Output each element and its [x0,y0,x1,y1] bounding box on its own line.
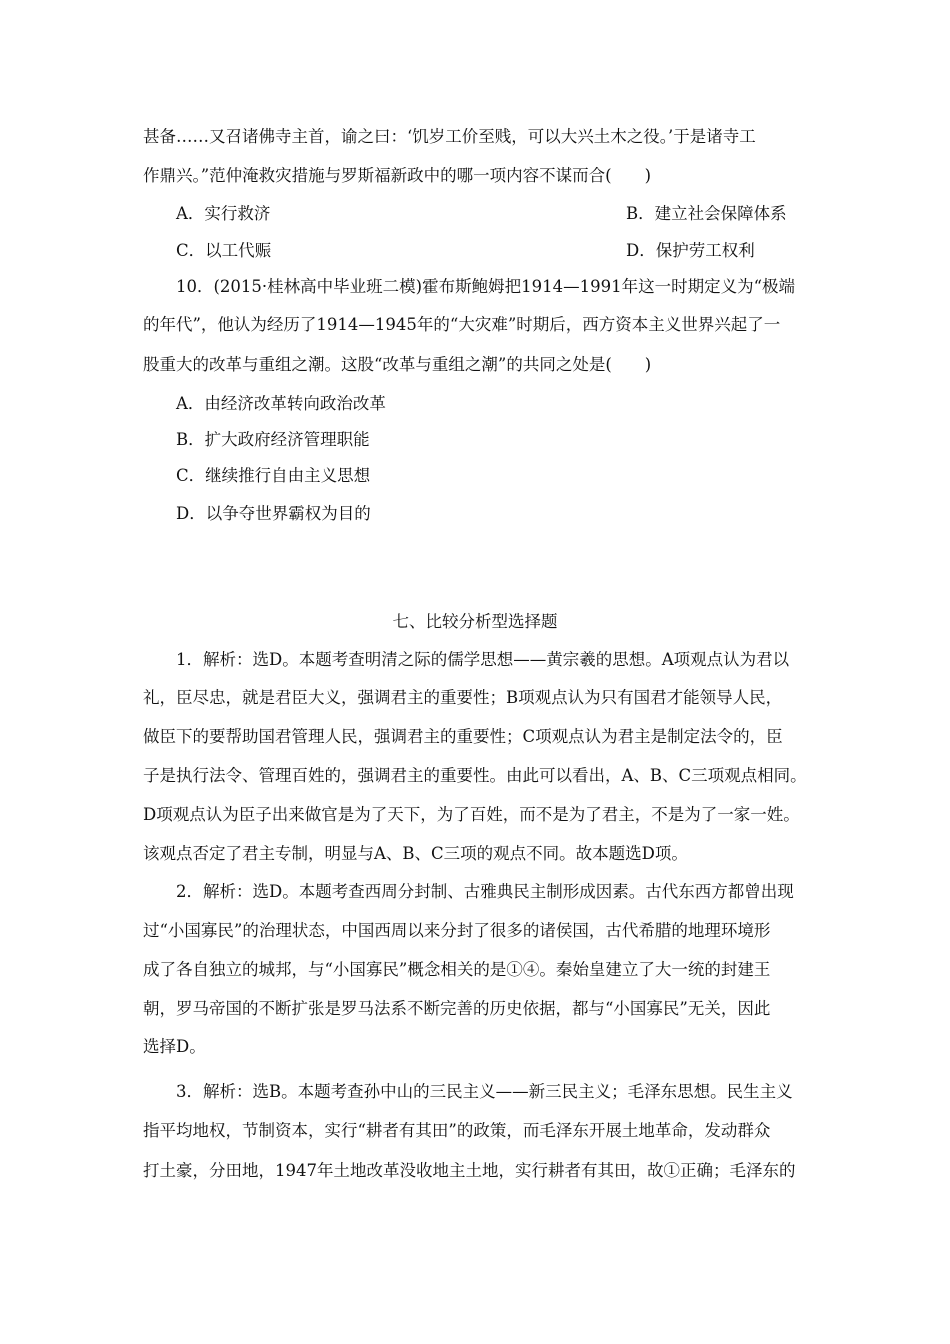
q10-text-line-1: 10．(2015·桂林高中毕业班二模)霍布斯鲍姆把1914—1991年这一时期定义为“极端 [176,277,796,296]
q9-option-row-2 [176,240,755,262]
q10-text-line-3: 股重大的改革与重组之潮。这股“改革与重组之潮”的共同之处是( ) [143,355,652,374]
answer-1-line-6: 该观点否定了君主专制，明显与A、B、C三项的观点不同。故本题选D项。 [143,844,688,863]
answer-1-line-1: 1．解析：选D。本题考查明清之际的儒学思想——黄宗羲的思想。A项观点认为君以 [176,650,790,669]
answer-3-line-3: 打土豪，分田地，1947年土地改革没收地主土地，实行耕者有其田，故①正确；毛泽东的 [143,1161,796,1180]
answer-1-line-3: 做臣下的要帮助国君管理人民，强调君主的重要性；C项观点认为君主是制定法令的，臣 [143,727,783,746]
answer-2-line-5: 选择D。 [143,1037,206,1056]
answer-2-line-4: 朝，罗马帝国的不断扩张是罗马法系不断完善的历史依据，都与“小国寡民”无关，因此 [143,999,771,1018]
q10-option-b: B．扩大政府经济管理职能 [176,430,370,449]
section-title: 七、比较分析型选择题 [392,612,558,631]
answer-2-line-3: 成了各自独立的城邦，与“小国寡民”概念相关的是①④。秦始皇建立了大一统的封建王 [143,960,771,979]
answer-1-line-5: D项观点认为臣子出来做官是为了天下，为了百姓，而不是为了君主，不是为了一家一姓。 [143,805,800,824]
answer-1-line-4: 子是执行法令、管理百姓的，强调君主的重要性。由此可以看出，A、B、C三项观点相同。 [143,766,807,785]
q9-option-b: B．建立社会保障体系 [626,204,787,223]
answer-1-line-2: 礼，臣尽忠，就是君臣大义，强调君主的重要性；B项观点认为只有国君才能领导人民， [143,688,783,707]
answer-3-line-1: 3．解析：选B。本题考查孙中山的三民主义——新三民主义；毛泽东思想。民生主义 [176,1082,793,1101]
answer-2-line-1: 2．解析：选D。本题考查西周分封制、古雅典民主制形成因素。古代东西方都曾出现 [176,882,794,901]
q9-text-line-2: 作鼎兴。”范仲淹救灾措施与罗斯福新政中的哪一项内容不谋而合( ) [143,166,652,185]
q9-option-c: C．以工代赈 [176,241,272,260]
q10-option-a: A．由经济改革转向政治改革 [176,394,386,413]
q10-option-c: C．继续推行自由主义思想 [176,466,371,485]
q9-option-d: D．保护劳工权利 [626,241,755,260]
q9-option-row-1 [176,203,787,225]
answer-2-line-2: 过“小国寡民”的治理状态，中国西周以来分封了很多的诸侯国，古代希腊的地理环境形 [143,921,771,940]
answer-3-line-2: 指平均地权，节制资本，实行“耕者有其田”的政策，而毛泽东开展土地革命，发动群众 [143,1121,771,1140]
q10-option-d: D．以争夺世界霸权为目的 [176,504,371,523]
q10-text-line-2: 的年代”，他认为经历了1914—1945年的“大灾难”时期后，西方资本主义世界兴起了一 [143,315,781,334]
q9-option-a: A．实行救济 [176,204,271,223]
q9-text-line-1: 甚备……又召诸佛寺主首，谕之曰：‘饥岁工价至贱，可以大兴土木之役。’于是诸寺工 [143,127,756,146]
